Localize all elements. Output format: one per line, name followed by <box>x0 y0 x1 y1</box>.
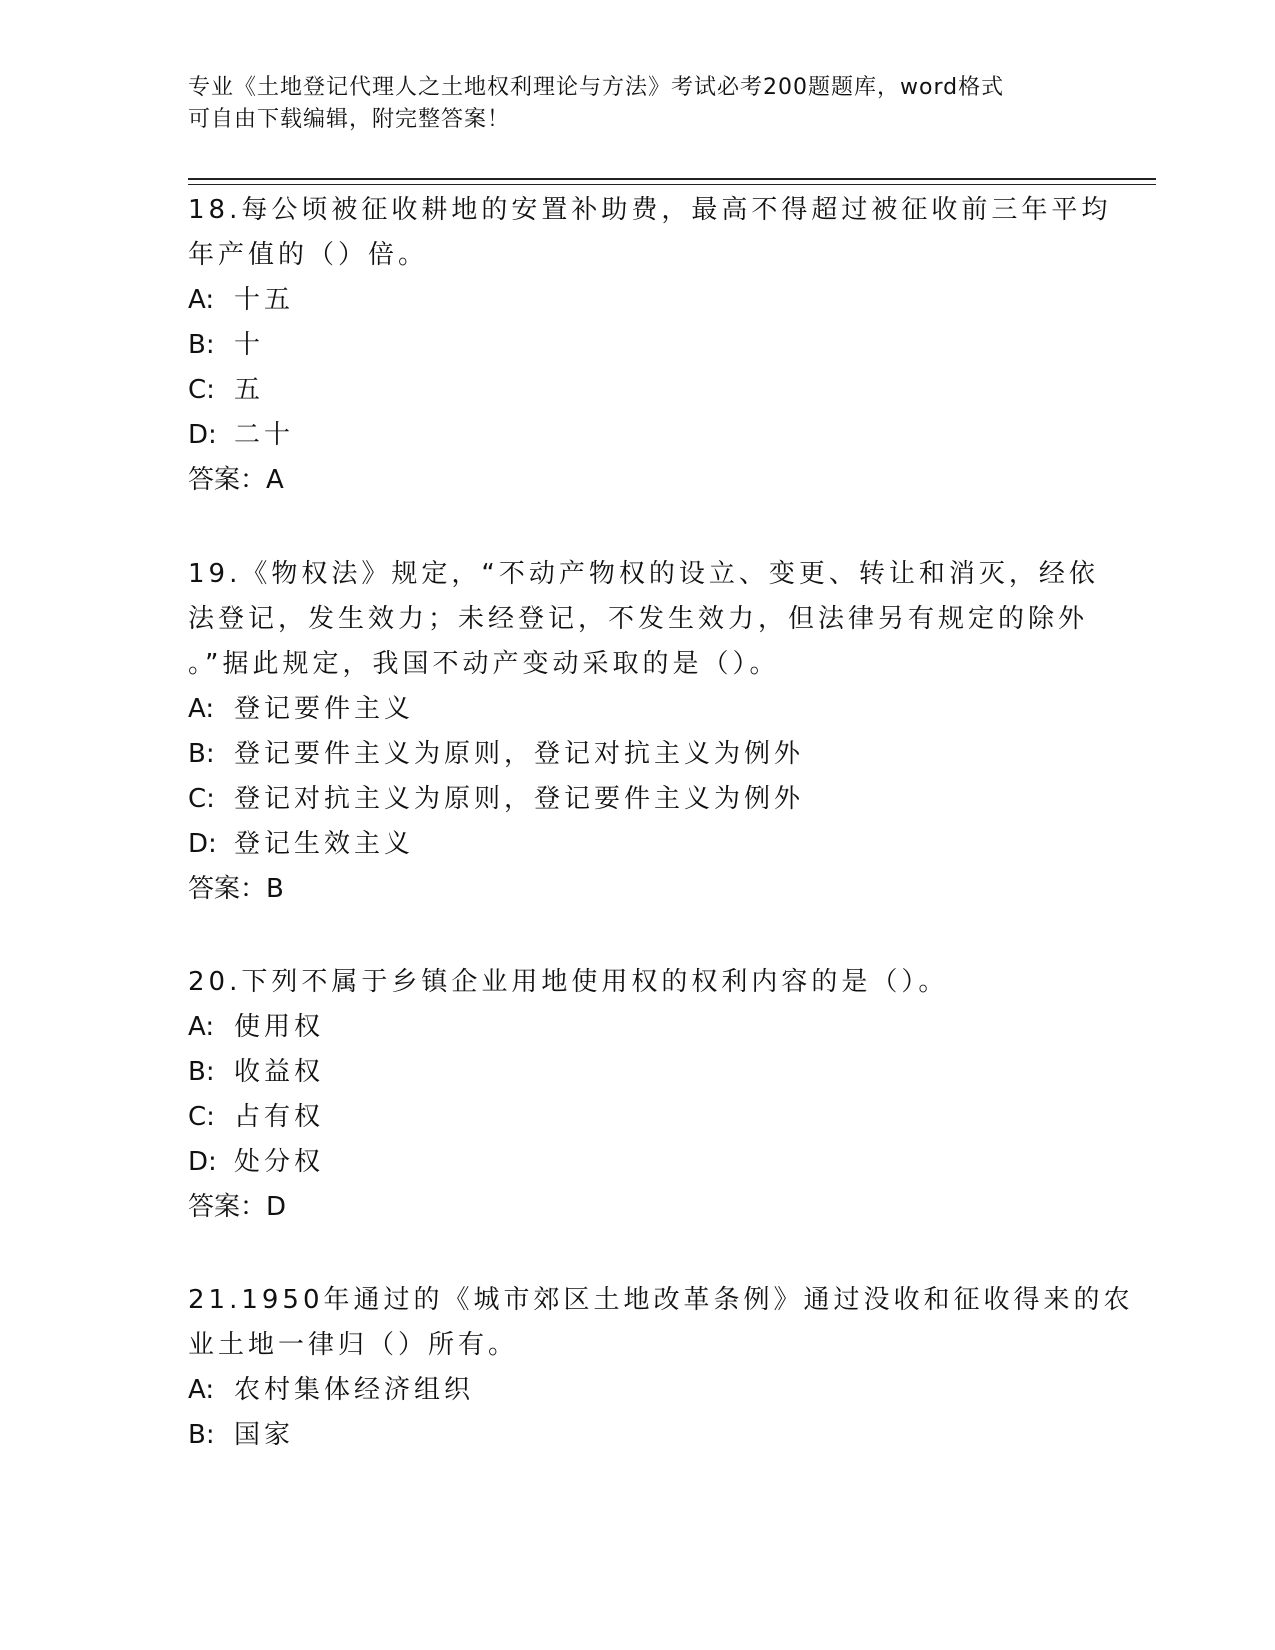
option-label: C: <box>188 784 215 814</box>
question-21 <box>188 1278 1134 1458</box>
option-b <box>188 732 1088 777</box>
option-label: A: <box>188 285 215 315</box>
option-text: 登记要件主义为原则，登记对抗主义为例外 <box>234 739 805 769</box>
option-a <box>188 278 1088 323</box>
option-text: 登记要件主义 <box>234 694 415 724</box>
option-label: D: <box>188 420 217 450</box>
option-text: 十五 <box>234 285 295 315</box>
option-label: C: <box>188 375 215 405</box>
answer-line: 答案：B <box>188 874 284 904</box>
option-a <box>188 1005 1088 1050</box>
question-19 <box>188 552 1099 912</box>
option-text: 使用权 <box>234 1012 325 1042</box>
header-divider-thin <box>188 184 1156 185</box>
option-label: D: <box>188 1147 217 1177</box>
option-text: 登记生效主义 <box>234 829 415 859</box>
question-text-line: 。”据此规定，我国不动产变动采取的是（）。 <box>188 649 780 679</box>
question-text-line: 法登记，发生效力；未经登记，不发生效力，但法律另有规定的除外 <box>188 604 1089 634</box>
option-d <box>188 822 1088 867</box>
option-text: 二十 <box>234 420 295 450</box>
answer-line: 答案：A <box>188 465 284 495</box>
option-text: 占有权 <box>234 1102 325 1132</box>
option-text: 农村集体经济组织 <box>234 1375 475 1405</box>
option-a <box>188 687 1088 732</box>
option-a <box>188 1368 1088 1413</box>
answer-line: 答案：D <box>188 1192 287 1222</box>
option-c <box>188 368 1088 413</box>
option-b <box>188 323 1088 368</box>
option-text: 国家 <box>234 1420 295 1450</box>
option-text: 收益权 <box>234 1057 325 1087</box>
question-text-line: 业土地一律归（）所有。 <box>188 1330 519 1360</box>
question-text-line: 21.1950年通过的《城市郊区土地改革条例》通过没收和征收得来的农 <box>188 1285 1134 1315</box>
option-label: C: <box>188 1102 215 1132</box>
option-b <box>188 1413 1088 1458</box>
question-text-line: 20.下列不属于乡镇企业用地使用权的权利内容的是（）。 <box>188 967 949 997</box>
question-text-line: 19.《物权法》规定，“不动产物权的设立、变更、转让和消灭，经依 <box>188 559 1099 589</box>
option-c <box>188 777 1088 822</box>
option-text: 处分权 <box>234 1147 325 1177</box>
option-label: D: <box>188 829 217 859</box>
option-c <box>188 1095 1088 1140</box>
option-b <box>188 1050 1088 1095</box>
question-text-line: 18.每公顷被征收耕地的安置补助费，最高不得超过被征收前三年平均 <box>188 195 1112 225</box>
option-text: 五 <box>234 375 265 405</box>
option-d <box>188 1140 1088 1185</box>
option-label: A: <box>188 1012 215 1042</box>
question-text-line: 年产值的（）倍。 <box>188 240 429 270</box>
question-18 <box>188 188 1112 503</box>
option-label: B: <box>188 739 215 769</box>
option-label: A: <box>188 1375 215 1405</box>
option-text: 十 <box>234 330 265 360</box>
option-label: B: <box>188 330 215 360</box>
header-line-1: 专业《土地登记代理人之土地权利理论与方法》考试必考200题题库，word格式 <box>188 75 1005 100</box>
document-header <box>188 72 1088 136</box>
option-d <box>188 413 1088 458</box>
option-text: 登记对抗主义为原则，登记要件主义为例外 <box>234 784 805 814</box>
header-divider-thick <box>188 178 1156 180</box>
option-label: B: <box>188 1057 215 1087</box>
header-line-2: 可自由下载编辑，附完整答案！ <box>188 107 511 132</box>
option-label: A: <box>188 694 215 724</box>
option-label: B: <box>188 1420 215 1450</box>
question-20 <box>188 960 1088 1230</box>
